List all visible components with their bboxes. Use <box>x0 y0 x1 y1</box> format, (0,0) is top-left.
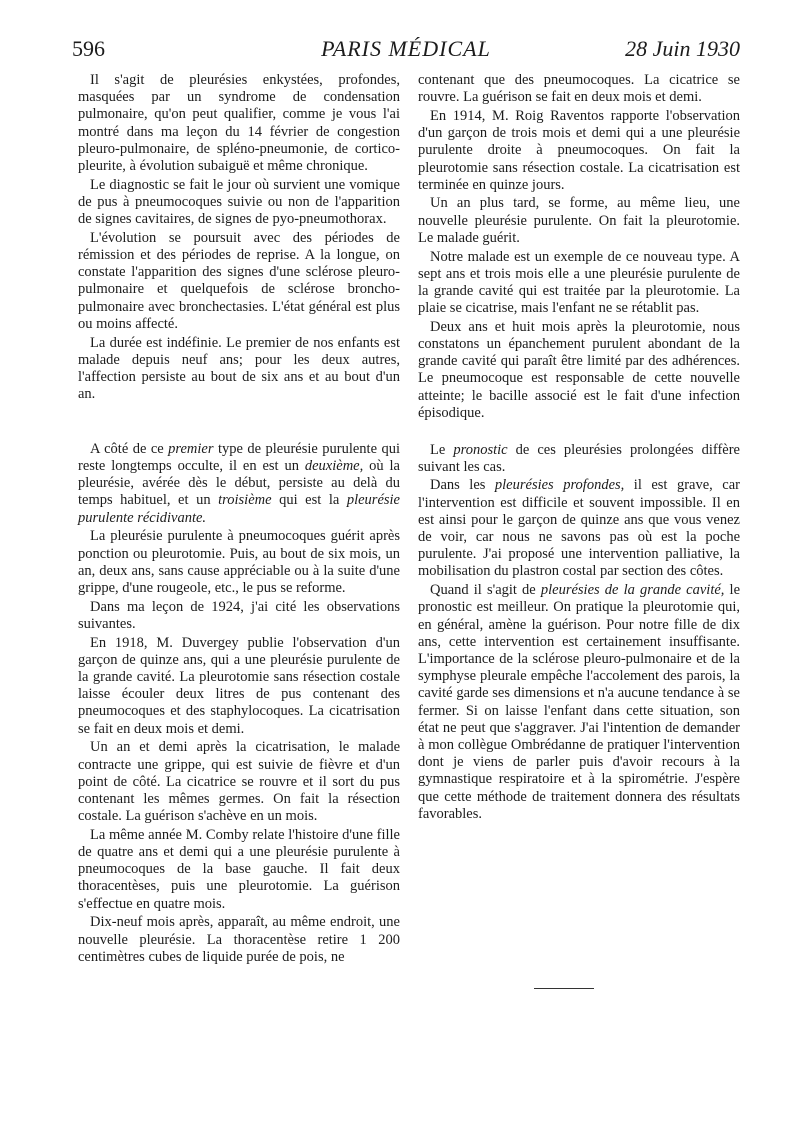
paragraph: La durée est indéfinie. Le premier de nos enfants est malade depuis neuf ans; pour les deux autres, l'affection persiste au bout de six ans et au bout d'un an. <box>78 334 400 403</box>
paragraph: La pleurésie purulente à pneumocoques guérit après ponction ou pleurotomie. Puis, au bout de six mois, un an, deux ans, sans cause appréciable ou à la suite d'une grippe, d'une rougeole, etc., le pus se reforme. <box>78 528 400 596</box>
text-run: où la pleurésie, avérée dès le début, persiste au delà du temps habituel, et un <box>78 458 400 509</box>
paragraph: Dix-neuf mois après, apparaît, au même endroit, une nouvelle pleurésie. La thoracentèse retire 1 200 centimètres cubes de liquide purée de pois, ne <box>78 914 400 965</box>
emphasis: pleurésies profondes, <box>494 477 625 494</box>
paragraph: Un an et demi après la cicatrisation, le malade contracte une grippe, qui est suivie de fièvre et d'un point de côté. La cicatrice se rouvre et il sort du pus contenant les mêmes germes. On fait la résection costale. La guérison s'achève en un mois. <box>78 739 400 825</box>
text-run: A côté de ce <box>90 440 169 457</box>
paragraph: Deux ans et huit mois après la pleurotomie, nous constatons un épanchement purulent abondant de la grande cavité qui paraît être limité par des adhérences. Le pneumocoque est responsable de cette nouvelle atteinte; le bacille associé est le fait d'une infection épisodique. <box>418 318 740 421</box>
paragraph: Notre malade est un exemple de ce nouveau type. A sept ans et trois mois elle a une pleurésie purulente de la grande cavité qui est traitée par la pleurotomie. La plaie se cicatrise, mais l'enfant ne se rétablit pas. <box>418 248 740 317</box>
emphasis: pronostic <box>453 441 508 458</box>
paragraph-continued: contenant que des pneumocoques. La cicatrice se rouvre. La guérison se fait en deux mois et demi. <box>418 72 740 106</box>
paragraph <box>418 477 740 580</box>
right-column <box>418 72 740 825</box>
end-rule <box>534 988 594 989</box>
emphasis: deuxième, <box>304 458 364 475</box>
section-gap <box>78 405 400 441</box>
text-run: qui est la <box>271 492 347 509</box>
text-run: il est grave, car l'intervention est difficile et souvent impossible. Il en est ainsi pour le garçon de quinze ans que vous venez de voir, car nous ne savons pas où est la poche purulente. J'ai proposé une intervention palliative, la mobilisation du plastron costal par section des côtes. <box>418 477 740 580</box>
paragraph: Il s'agit de pleurésies enkystées, profondes, masquées par un syndrome de condensation pulmonaire, qu'on peut qualifier, comme je vous l'ai montré dans ma leçon du 14 février de congestion pleuro-pulmonaire, de spléno-pneumonie, de cortico-pleurite, à évolution subaiguë et même chronique. <box>78 72 400 175</box>
emphasis: pleurésies de la grande cavité, <box>540 582 725 599</box>
paragraph: Le diagnostic se fait le jour où survient une vomique de pus à pneumocoques suivie ou non de l'apparition de signes cavitaires, de signes de pyo-pneumothorax. <box>78 176 400 228</box>
paragraph: La même année M. Comby relate l'histoire d'une fille de quatre ans et demi qui a une pleurésie purulente à pneumocoques de la base gauche. Il fait deux thoracentèses, puis une pleurotomie. La guérison s'effectue en quatre mois. <box>78 826 400 912</box>
page-number: 596 <box>72 36 105 61</box>
journal-title: PARIS MÉDICAL <box>321 36 491 61</box>
issue-date: 28 Juin 1930 <box>625 36 740 61</box>
emphasis: troisième <box>218 492 272 509</box>
paragraph: En 1918, M. Duvergey publie l'observation d'un garçon de quinze ans, qui a une pleurésie purulente de la grande cavité. La pleurotomie sans résection costale laisse écouler deux litres de pus contenant des pneumocoques et des staphylocoques. La cicatrisation se fait en deux mois et demi. <box>78 634 400 737</box>
paragraph <box>418 442 740 476</box>
paragraph <box>78 441 400 527</box>
emphasis: premier <box>168 440 214 457</box>
text-run: Le <box>430 441 454 458</box>
text-run: type de pleurésie purulente qui reste longtemps occulte, il en est un <box>78 440 400 475</box>
paragraph: L'évolution se poursuit avec des périodes de rémission et des périodes de reprise. A la longue, on constate l'apparition des signes d'une sclérose pleuro-pulmonaire et quelquefois de sclérose broncho-pulmonaire avec bronchectasies. L'état général est plus ou moins affecté. <box>78 229 400 332</box>
text-run: Dans les <box>430 477 495 494</box>
paragraph: En 1914, M. Roig Raventos rapporte l'observation d'un garçon de trois mois et demi qui a une pleurésie purulente droite à pneumocoques. On fait la pleurotomie sans résection costale. La cicatrisation est terminée en quinze jours. <box>418 107 740 193</box>
paragraph: Dans ma leçon de 1924, j'ai cité les observations suivantes. <box>78 598 400 632</box>
text-run: Quand il s'agit de <box>430 582 541 599</box>
paragraph <box>418 582 740 823</box>
section-gap <box>418 424 740 442</box>
paragraph: Un an plus tard, se forme, au même lieu, une nouvelle pleurésie purulente. On fait la pleurotomie. Le malade guérit. <box>418 195 740 246</box>
text-run: le pronostic est meilleur. On pratique la pleurotomie qui, en général, amène la guérison. Pour notre fille de dix ans, cette intervention est certainement insuffisante. L'importance de la sclérose pleuro-pulmonaire et de la symphyse pleurale empêche l'accolement des parois, la cavité garde ses dimensions et n'a aucune tendance à se fermer. Si on laisse l'enfant dans cette situation, son état ne peut que s'aggraver. J'ai l'intention de demander à mon collègue Ombrédanne de pratiquer l'intervention dont je viens de parler puis d'avoir recours à la gymnastique respiratoire et à la spirométrie. J'espère que cette méthode de traitement donnera des résultats favorables. <box>418 582 741 822</box>
left-column <box>78 72 400 967</box>
emphasis: pleurésie purulente récidivante. <box>78 492 400 526</box>
text-run: de ces pleurésies prolongées diffère suivant les cas. <box>418 441 740 475</box>
page-header <box>72 36 740 70</box>
